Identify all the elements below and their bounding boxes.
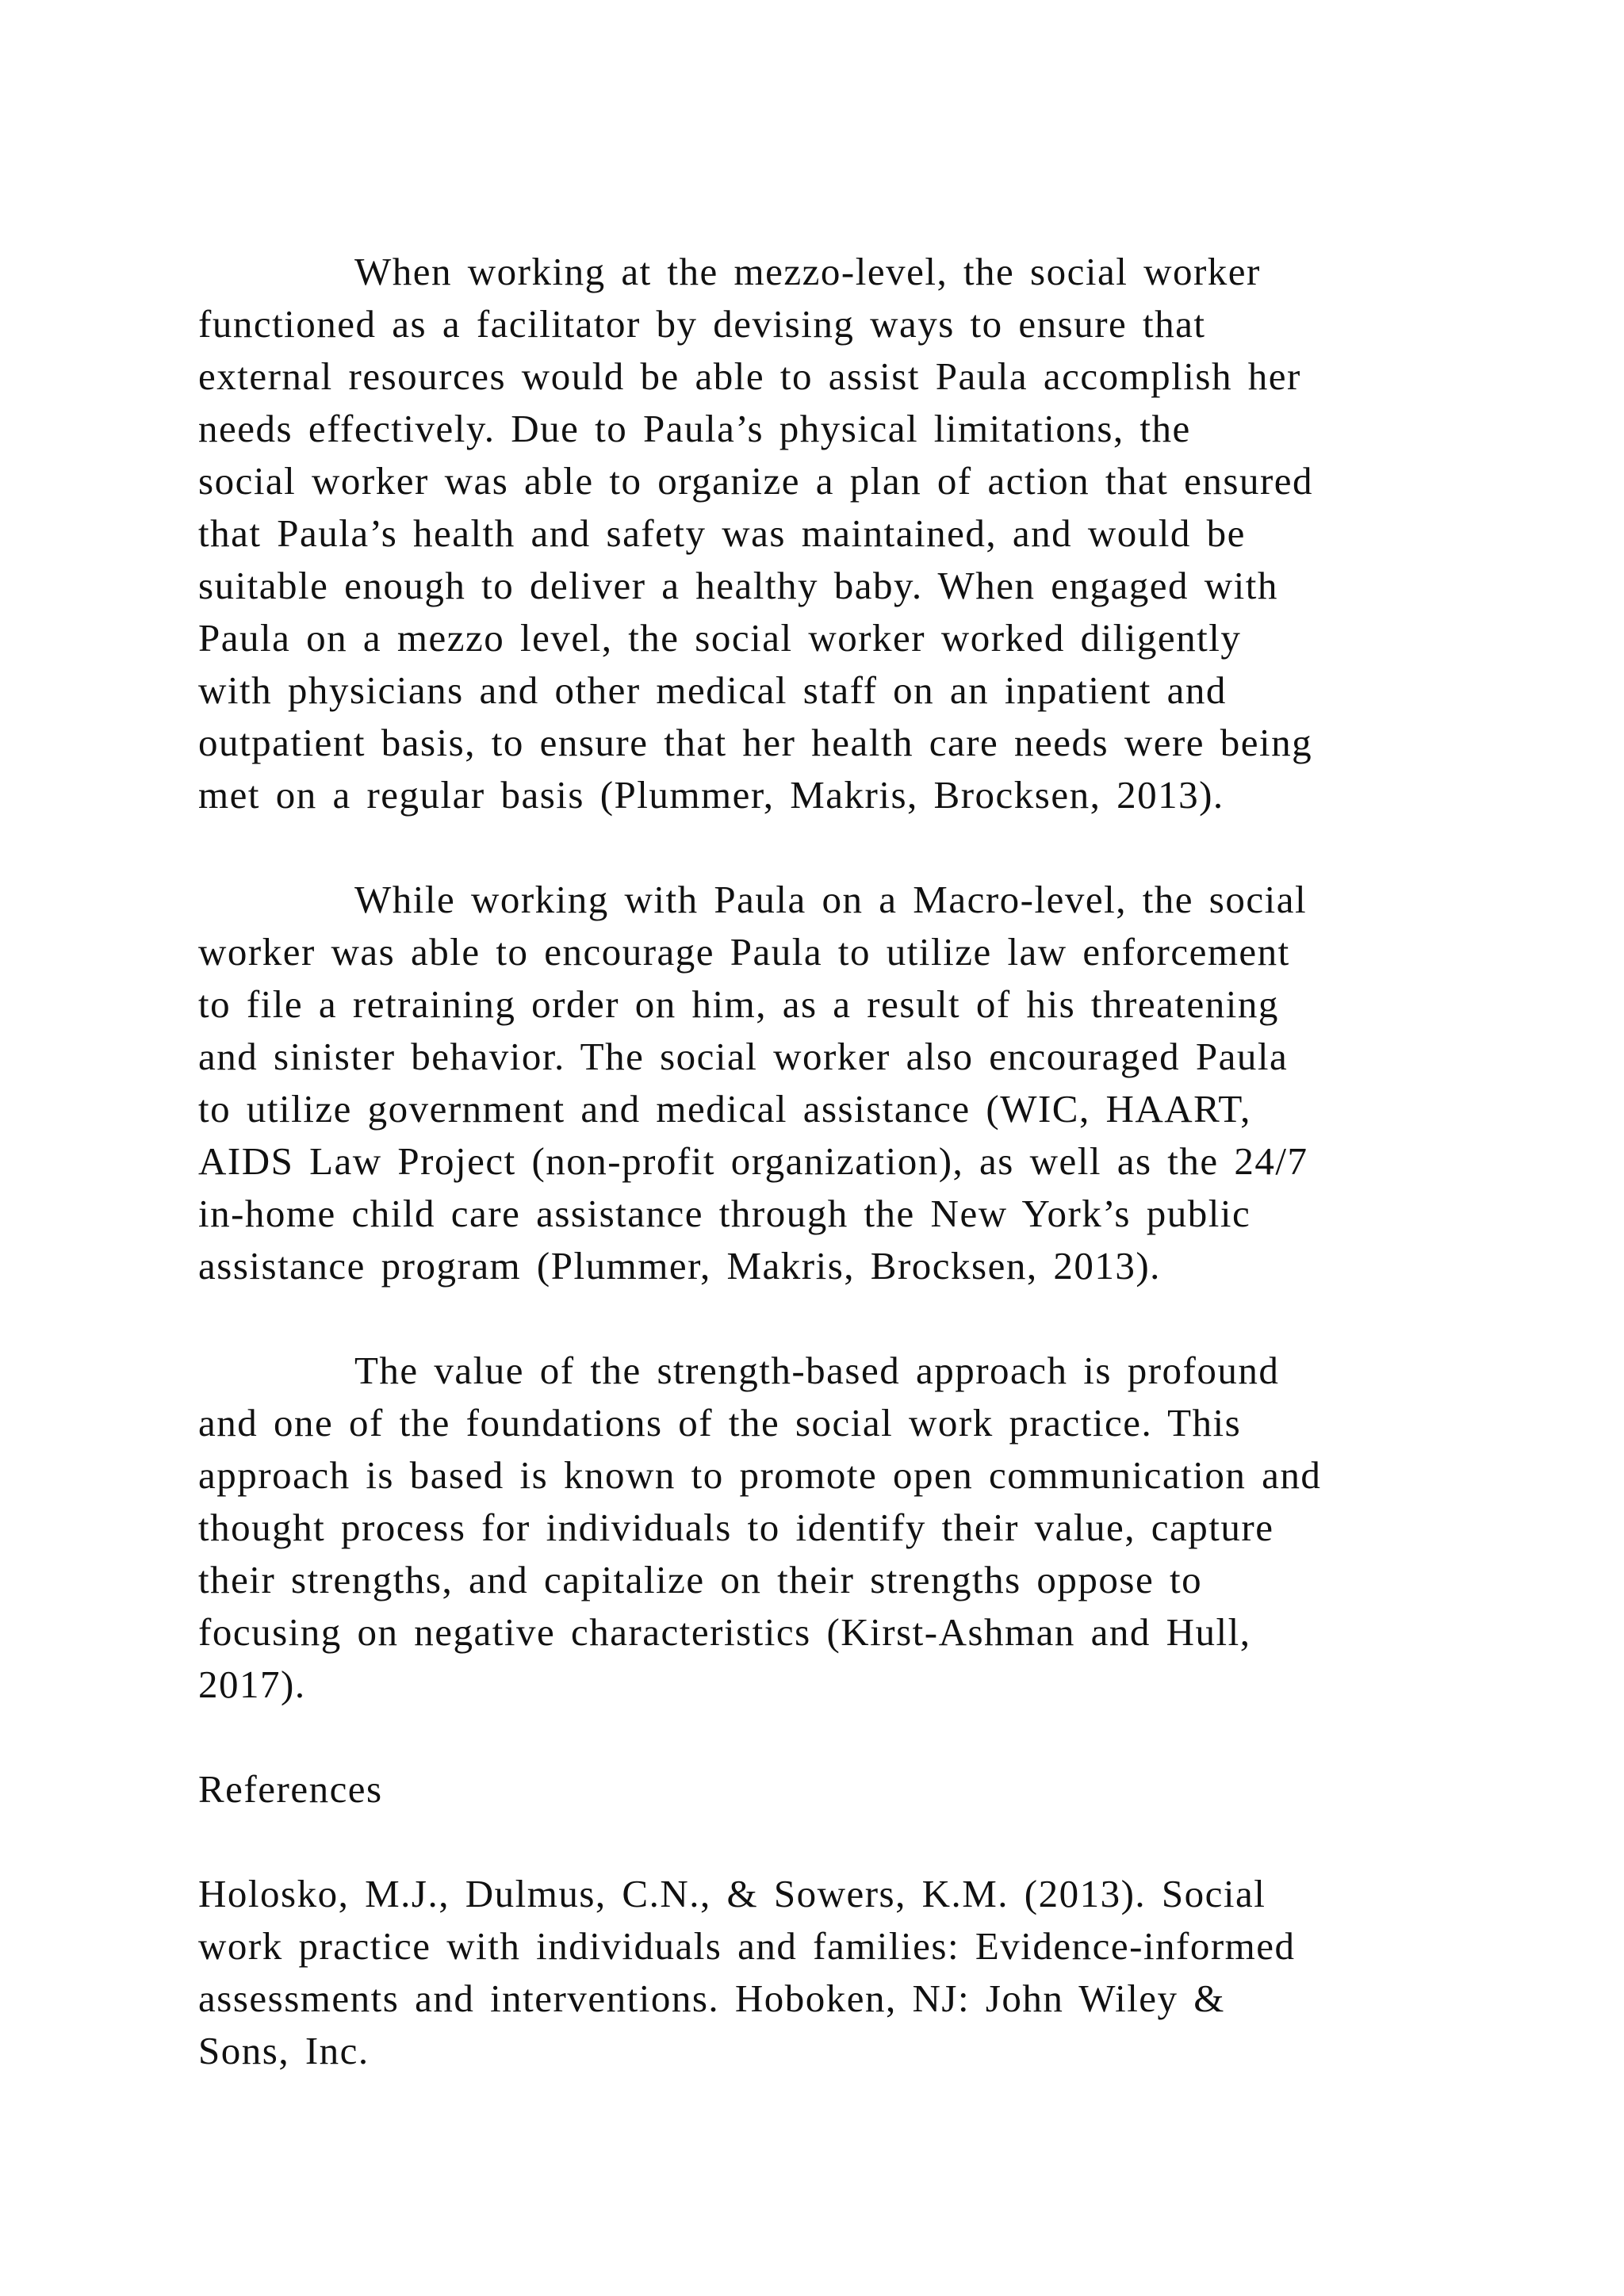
text-line: their strengths, and capitalize on their strengths oppose to xyxy=(198,1558,1203,1601)
text-line: When working at the mezzo-level, the social worker xyxy=(354,250,1261,293)
text-line: 2017). xyxy=(198,1663,306,1706)
text-line: assessments and interventions. Hoboken, NJ: John Wiley & xyxy=(198,1976,1225,2020)
text-line: assistance program (Plummer, Makris, Brocksen, 2013). xyxy=(198,1244,1161,1288)
text-line: approach is based is known to promote open communication and xyxy=(198,1453,1322,1497)
text-line: work practice with individuals and families: Evidence-informed xyxy=(198,1924,1296,1968)
text-line: with physicians and other medical staff on an inpatient and xyxy=(198,668,1227,712)
document-body xyxy=(198,246,1435,2130)
paragraph-macro-level xyxy=(198,874,1435,1292)
text-line: needs effectively. Due to Paula’s physical limitations, the xyxy=(198,407,1191,450)
text-line: focusing on negative characteristics (Kirst-Ashman and Hull, xyxy=(198,1610,1251,1654)
text-line: Holosko, M.J., Dulmus, C.N., & Sowers, K.M. (2013). Social xyxy=(198,1872,1266,1915)
text-line: worker was able to encourage Paula to utilize law enforcement xyxy=(198,930,1290,974)
text-line: that Paula’s health and safety was maintained, and would be xyxy=(198,511,1246,555)
text-line: and one of the foundations of the social work practice. This xyxy=(198,1401,1242,1445)
text-line: functioned as a facilitator by devising ways to ensure that xyxy=(198,302,1206,346)
text-line: The value of the strength-based approach is profound xyxy=(354,1349,1280,1392)
paragraph-mezzo-level xyxy=(198,246,1435,821)
text-line: and sinister behavior. The social worker also encouraged Paula xyxy=(198,1035,1289,1078)
text-line: thought process for individuals to identify their value, capture xyxy=(198,1506,1274,1549)
paragraph-strength-based xyxy=(198,1345,1435,1711)
reference-entry xyxy=(198,1868,1435,2077)
text-line: to utilize government and medical assistance (WIC, HAART, xyxy=(198,1087,1251,1131)
text-line: outpatient basis, to ensure that her health care needs were being xyxy=(198,721,1313,764)
text-line: to file a retraining order on him, as a result of his threatening xyxy=(198,982,1279,1026)
text-line: social worker was able to organize a plan of action that ensured xyxy=(198,459,1314,503)
references-heading: References xyxy=(198,1767,383,1811)
text-line: external resources would be able to assist Paula accomplish her xyxy=(198,354,1301,398)
text-line: in-home child care assistance through the New York’s public xyxy=(198,1192,1251,1235)
text-line: met on a regular basis (Plummer, Makris, Brocksen, 2013). xyxy=(198,773,1224,817)
text-line: While working with Paula on a Macro-level, the social xyxy=(354,878,1308,921)
text-line: suitable enough to deliver a healthy baby. When engaged with xyxy=(198,564,1278,607)
text-line: Sons, Inc. xyxy=(198,2029,370,2072)
text-line: AIDS Law Project (non-profit organization), as well as the 24/7 xyxy=(198,1139,1308,1183)
text-line: Paula on a mezzo level, the social worker worked diligently xyxy=(198,616,1242,660)
